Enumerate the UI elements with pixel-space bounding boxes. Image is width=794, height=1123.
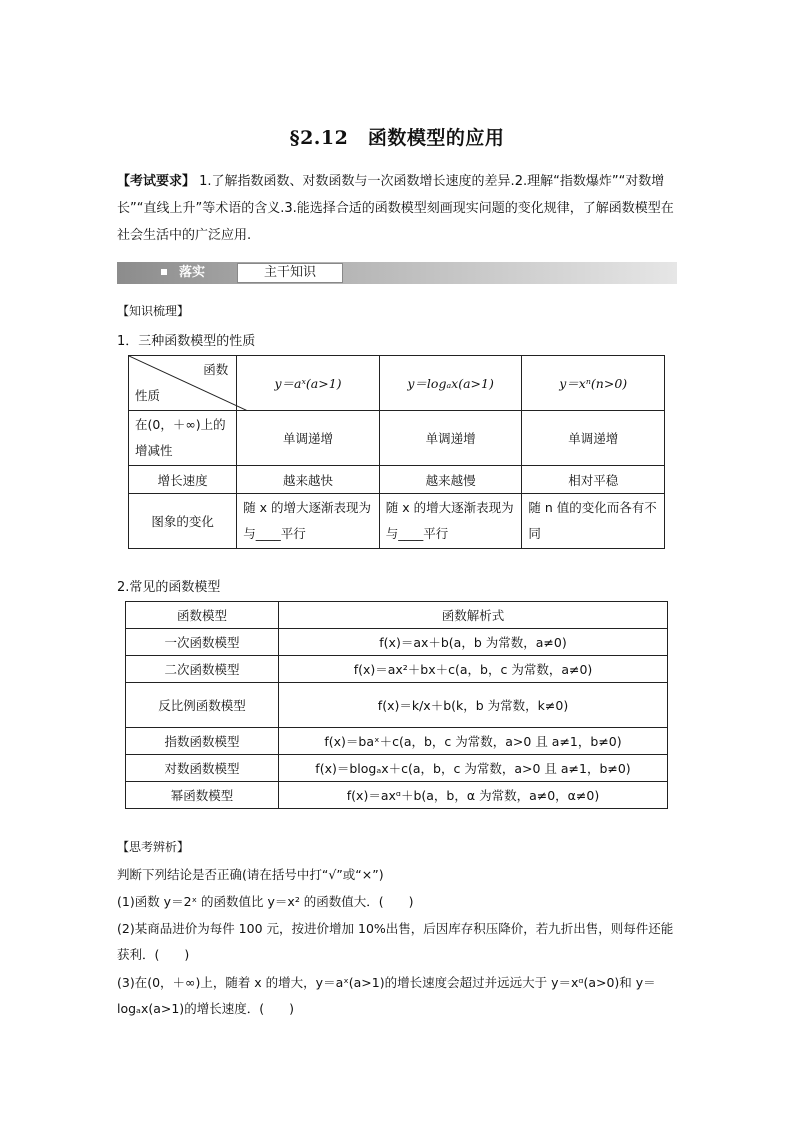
requirements-text: 1.了解指数函数、对数函数与一次函数增长速度的差异.2.理解“指数爆炸”“对数增长”“直线上升”等术语的含义.3.能选择合适的函数模型刻画现实问题的变化规律，了解函数模型在社会生活中的广泛应用. — [117, 174, 674, 243]
table-cell: 单调递增 — [237, 411, 380, 466]
header-exp — [237, 356, 380, 411]
page-title: §2.12 函数模型的应用 — [289, 127, 505, 149]
models-table — [125, 601, 668, 809]
table-cell: 一次函数模型 — [126, 629, 279, 656]
table-cell: f(x)＝axᵅ＋b(a，b，α 为常数，a≠0，α≠0) — [279, 782, 668, 809]
item2-title: 2.常见的函数模型 — [117, 580, 221, 595]
row-label: 增长速度 — [129, 466, 237, 494]
table-cell: f(x)＝blogₐx＋c(a，b，c 为常数，a>0 且 a≠1，b≠0) — [279, 755, 668, 782]
corner-cell — [129, 356, 237, 411]
table-cell: 二次函数模型 — [126, 656, 279, 683]
section-bar — [117, 262, 677, 284]
exam-requirements — [117, 168, 682, 249]
row-label: 在(0，＋∞)上的增减性 — [129, 411, 237, 466]
requirements-tag: 【考试要求】 — [117, 174, 196, 189]
table-cell: f(x)＝baˣ＋c(a，b，c 为常数，a>0 且 a≠1，b≠0) — [279, 728, 668, 755]
properties-table — [128, 355, 665, 549]
table-cell: 随 x 的增大逐渐表现为与____平行 — [237, 494, 380, 549]
section-bar-right: 主干知识 — [237, 263, 343, 283]
section-bar-left — [117, 262, 237, 284]
row-label: 图象的变化 — [129, 494, 237, 549]
section-bar-left-label: 落实 — [179, 265, 206, 280]
table-cell: 指数函数模型 — [126, 728, 279, 755]
judge-intro: 判断下列结论是否正确(请在括号中打“√”或“×”) — [117, 867, 384, 882]
table-cell: 越来越慢 — [379, 466, 522, 494]
table-cell: 越来越快 — [237, 466, 380, 494]
table-cell: 随 x 的增大逐渐表现为与____平行 — [379, 494, 522, 549]
table-cell: 幂函数模型 — [126, 782, 279, 809]
table-cell: f(x)＝k/x＋b(k，b 为常数，k≠0) — [279, 683, 668, 728]
square-bullet-icon — [161, 269, 167, 275]
header-pow-text: y＝xⁿ(n>0) — [559, 376, 628, 391]
table-header: 函数解析式 — [279, 602, 668, 629]
table-cell: f(x)＝ax²＋bx＋c(a，b，c 为常数，a≠0) — [279, 656, 668, 683]
judge-item-1: (1)函数 y＝2ˣ 的函数值比 y＝x² 的函数值大．( ) — [117, 894, 414, 909]
corner-bottom-label: 性质 — [135, 388, 161, 403]
think-label: 【思考辨析】 — [117, 840, 190, 854]
header-log-text: y＝logₐx(a>1) — [407, 376, 494, 391]
judge-item-2: (2)某商品进价为每件 100 元，按进价增加 10%出售，后因库存积压降价，若九折出售，则每件还能获利．( ) — [117, 921, 674, 962]
table-cell: 反比例函数模型 — [126, 683, 279, 728]
header-exp-text: y＝aˣ(a>1) — [274, 376, 342, 391]
knowledge-label: 【知识梳理】 — [117, 304, 190, 318]
table-header: 函数模型 — [126, 602, 279, 629]
table-cell: 单调递增 — [379, 411, 522, 466]
item1-title: 1．三种函数模型的性质 — [117, 334, 256, 349]
header-log — [379, 356, 522, 411]
corner-top-label: 函数 — [203, 362, 229, 377]
judge-item-3: (3)在(0，＋∞)上，随着 x 的增大，y＝aˣ(a>1)的增长速度会超过并远远大于 y＝xᵅ(a>0)和 y＝logₐx(a>1)的增长速度．( ) — [117, 975, 656, 1016]
table-cell: 单调递增 — [522, 411, 665, 466]
table-cell: 相对平稳 — [522, 466, 665, 494]
header-pow — [522, 356, 665, 411]
table-cell: f(x)＝ax＋b(a，b 为常数，a≠0) — [279, 629, 668, 656]
table-cell: 随 n 值的变化而各有不同 — [522, 494, 665, 549]
table-cell: 对数函数模型 — [126, 755, 279, 782]
